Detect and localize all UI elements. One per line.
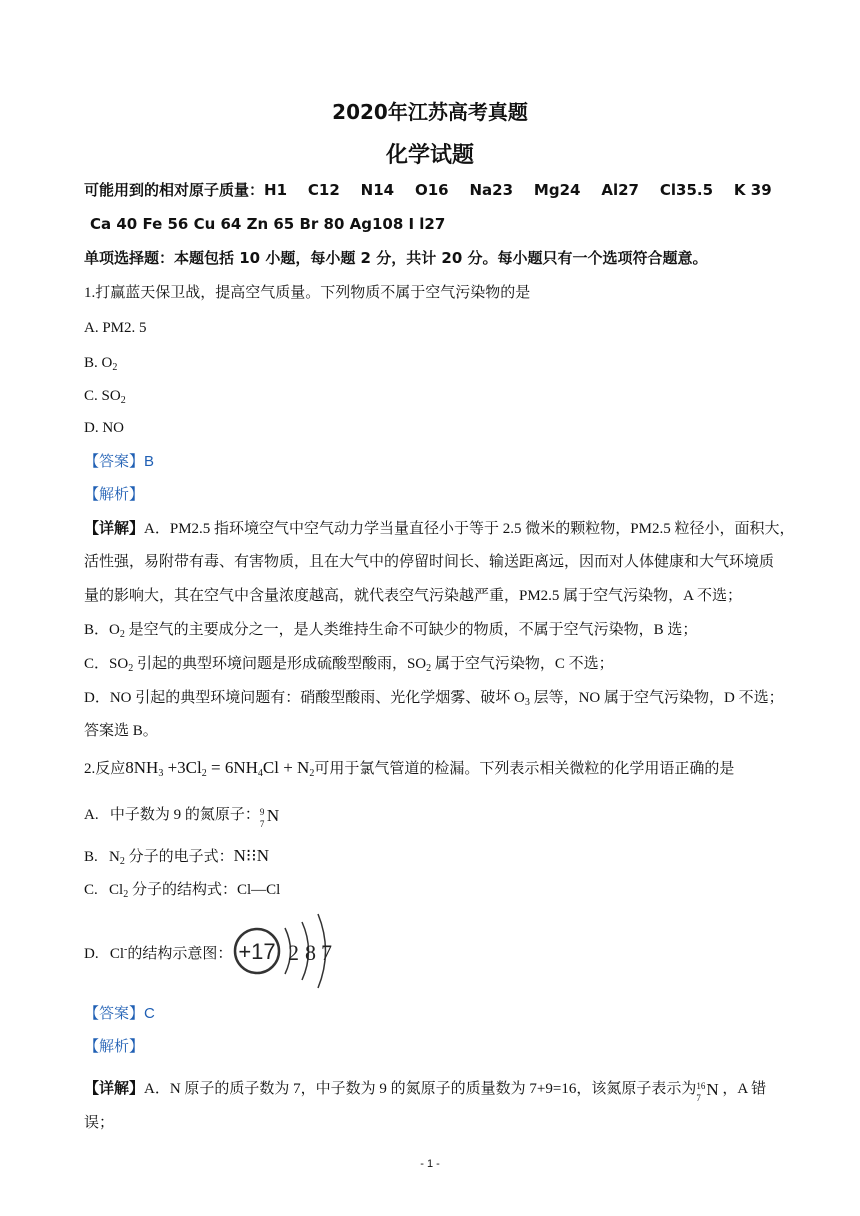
- q2-stem: 2.反应$8NH_3 +3Cl_2 = 6NH_4Cl + N_2$可用于氯气管道的检漏。下列表示相关微粒的化学用语正确的是: [84, 758, 735, 779]
- page-number: - 1 -: [420, 1158, 440, 1170]
- shell-2-electrons: 8: [305, 940, 316, 965]
- q1-option-b: B. $O_2$: [84, 355, 118, 373]
- shell-3-electrons: 7: [321, 940, 332, 965]
- q2-option-c: C. $Cl_2$ 分子的结构式：Cl—Cl: [84, 882, 281, 900]
- q2-option-d: D. Cl-的结构示意图：: [84, 944, 233, 962]
- page-title: 2020年江苏高考真题: [332, 100, 528, 124]
- q2-analysis-label: 【解析】: [84, 1037, 145, 1055]
- answer-label: 【答案】: [84, 1004, 145, 1022]
- nuclide-symbol: 16 7 N: [696, 1079, 719, 1103]
- q2-option-b: B. $N_2$ 分子的电子式：N⁝⁝N: [84, 846, 269, 867]
- q1-detail-d: D．NO 引起的典型环境问题有：硝酸型酸雨、光化学烟雾、破坏 $O_3$ 层等，NO 属于空气污染物，D 不选；: [84, 690, 784, 708]
- q1-detail-line-2: 活性强，易附带有毒、有害物质，且在大气中的停留时间长、输送距离远，因而对人体健康和大气环境质: [84, 554, 775, 570]
- q1-conclusion: 答案选 B。: [84, 723, 158, 739]
- atomic-masses-label: 可能用到的相对原子质量：: [84, 181, 265, 199]
- q1-detail-line-1: 【详解】A．PM2.5 指环境空气中空气动力学当量直径小于等于 2.5 微米的颗粒物，PM2.5 粒径小，面积大，: [84, 519, 795, 537]
- q1-detail-c: C．$SO_2$ 引起的典型环境问题是形成硫酸型酸雨，$SO_2$ 属于空气污染物，C 不选；: [84, 656, 614, 674]
- shell-1-electrons: 2: [288, 940, 299, 965]
- q1-analysis-label: 【解析】: [84, 485, 145, 503]
- q2-detail-line-1: 【详解】A．N 原子的质子数为 7，中子数为 9 的氮原子的质量数为 7+9=16，该氮原子表示为 16 7 N ，A 错: [84, 1079, 767, 1103]
- q1-detail-b: B．$O_2$ 是空气的主要成分之一，是人类维持生命不可缺少的物质，不属于空气污染物，B 选；: [84, 622, 698, 640]
- nuclide-symbol: 9 7 N: [259, 805, 280, 829]
- q2-answer: [84, 1003, 792, 1024]
- atomic-masses-line-2: Ca 40 Fe 56 Cu 64 Zn 65 Br 80 Ag108 I l27: [90, 215, 446, 233]
- chloride-ion-structure-diagram: [230, 910, 340, 990]
- answer-value: C: [144, 1005, 155, 1022]
- q1-detail-line-3: 量的影响大，其在空气中含量浓度越高，就代表空气污染越严重，PM2.5 属于空气污染物，A 不选；: [84, 588, 742, 604]
- reaction-equation: $8NH_3 +3Cl_2 = 6NH_4Cl + N_2$: [125, 758, 315, 779]
- atomic-masses-values-1: H1 C12 N14 O16 Na23 Mg24 Al27 Cl35.5 K 39: [264, 181, 772, 199]
- answer-label: 【答案】: [84, 452, 145, 470]
- q1-stem: 1.打赢蓝天保卫战，提高空气质量。下列物质不属于空气污染物的是: [84, 285, 531, 301]
- q1-option-d: D. NO: [84, 420, 124, 436]
- nucleus-charge: +17: [238, 939, 276, 964]
- section-heading: 单项选择题：本题包括 10 小题，每小题 2 分，共计 20 分。每小题只有一个选项符合题意。: [84, 249, 708, 267]
- q2-detail-line-2: 误；: [84, 1115, 115, 1131]
- q1-option-c: C. $SO_2$: [84, 388, 126, 406]
- page-subtitle: 化学试题: [385, 143, 474, 168]
- q2-option-a: A. 中子数为 9 的氮原子： 9 7 N: [84, 805, 792, 826]
- electron-formula: N⁝⁝N: [233, 846, 269, 865]
- atomic-masses-line-1: [84, 180, 792, 200]
- q1-option-a: A. PM2. 5: [84, 320, 147, 336]
- q1-answer: [84, 451, 792, 472]
- answer-value: B: [144, 453, 155, 470]
